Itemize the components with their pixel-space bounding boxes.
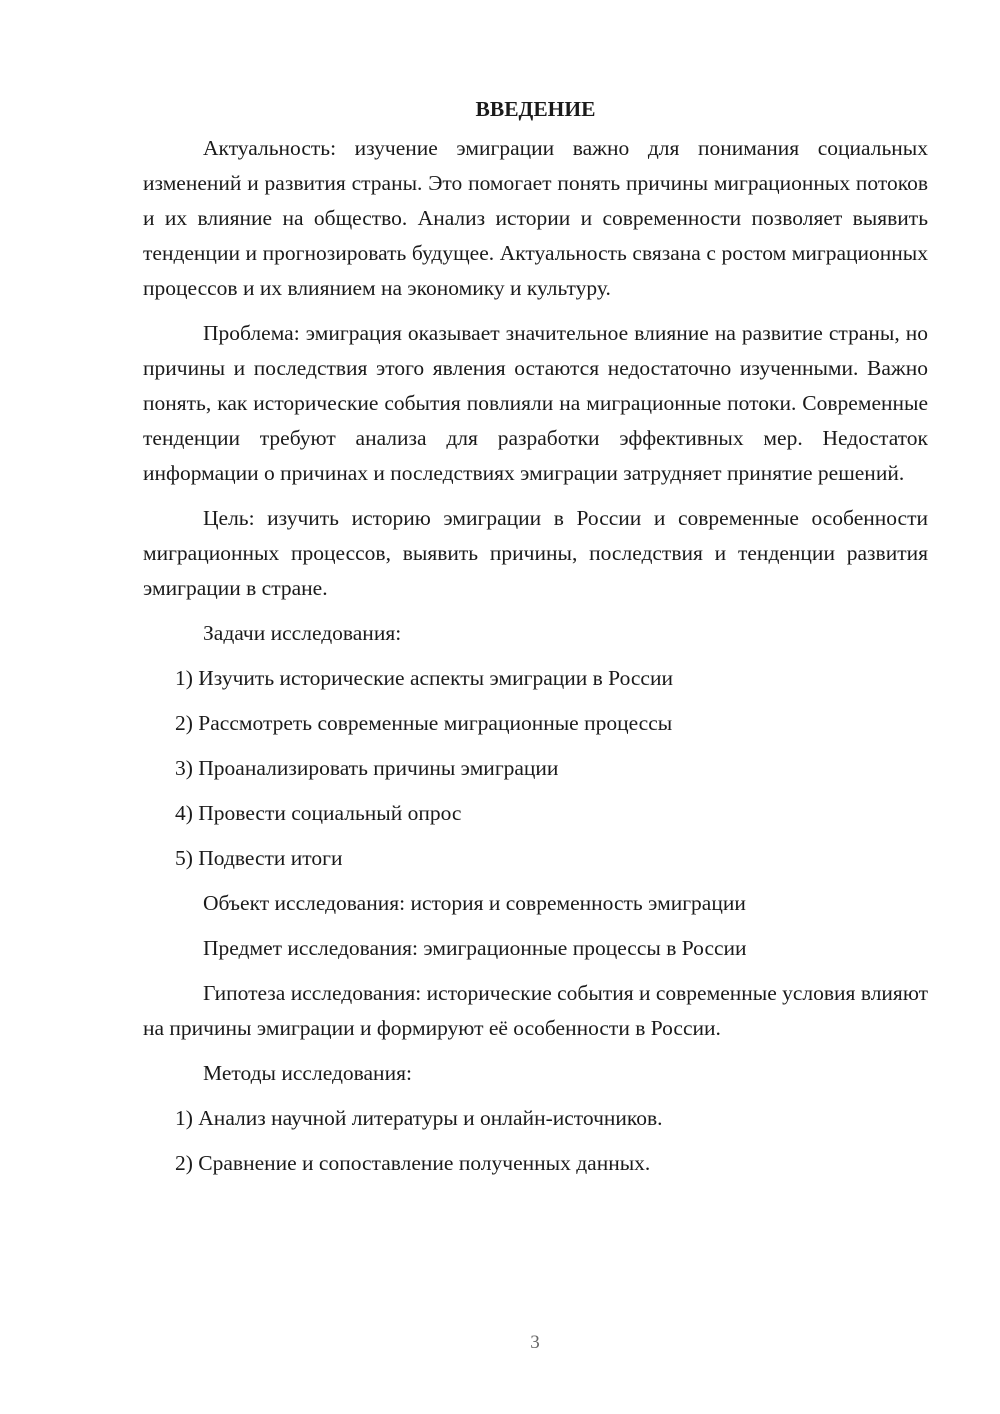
methods-title: Методы исследования: xyxy=(203,1061,412,1085)
page-number: 3 xyxy=(530,1332,540,1353)
actuality-paragraph: Актуальность: изучение эмиграции важно для понимания социальных изменений и развития страны. Это помогает понять причины миграционных потоков и их влияние на общество. Анализ истории и современности позволяет выявить тенденции и прогнозировать будущее. Актуальность связана с ростом миграционных процессов и их влиянием на экономику и культуру. xyxy=(143,136,928,300)
tasks-title: Задачи исследования: xyxy=(203,621,402,645)
task-item: 3) Проанализировать причины эмиграции xyxy=(175,756,559,780)
task-item: 4) Провести социальный опрос xyxy=(175,801,462,825)
task-item: 1) Изучить исторические аспекты эмиграции в России xyxy=(175,666,673,690)
document-page xyxy=(143,92,928,1191)
subject-line: Предмет исследования: эмиграционные процессы в России xyxy=(203,936,747,960)
problem-paragraph: Проблема: эмиграция оказывает значительное влияние на развитие страны, но причины и последствия этого явления остаются недостаточно изученными. Важно понять, как исторические события повлияли на миграционные потоки. Современные тенденции требуют анализа для разработки эффективных мер. Недостаток информации о причинах и последствиях эмиграции затрудняет принятие решений. xyxy=(143,321,928,485)
goal-paragraph: Цель: изучить историю эмиграции в России и современные особенности миграционных процессов, выявить причины, последствия и тенденции развития эмиграции в стране. xyxy=(143,506,928,600)
section-heading: ВВЕДЕНИЕ xyxy=(475,97,596,121)
hypothesis-paragraph: Гипотеза исследования: исторические события и современные условия влияют на причины эмиграции и формируют её особенности в России. xyxy=(143,981,928,1040)
method-item: 2) Сравнение и сопоставление полученных данных. xyxy=(175,1151,651,1175)
method-item: 1) Анализ научной литературы и онлайн-источников. xyxy=(175,1106,663,1130)
task-item: 2) Рассмотреть современные миграционные процессы xyxy=(175,711,673,735)
object-line: Объект исследования: история и современность эмиграции xyxy=(203,891,746,915)
task-item: 5) Подвести итоги xyxy=(175,846,343,870)
